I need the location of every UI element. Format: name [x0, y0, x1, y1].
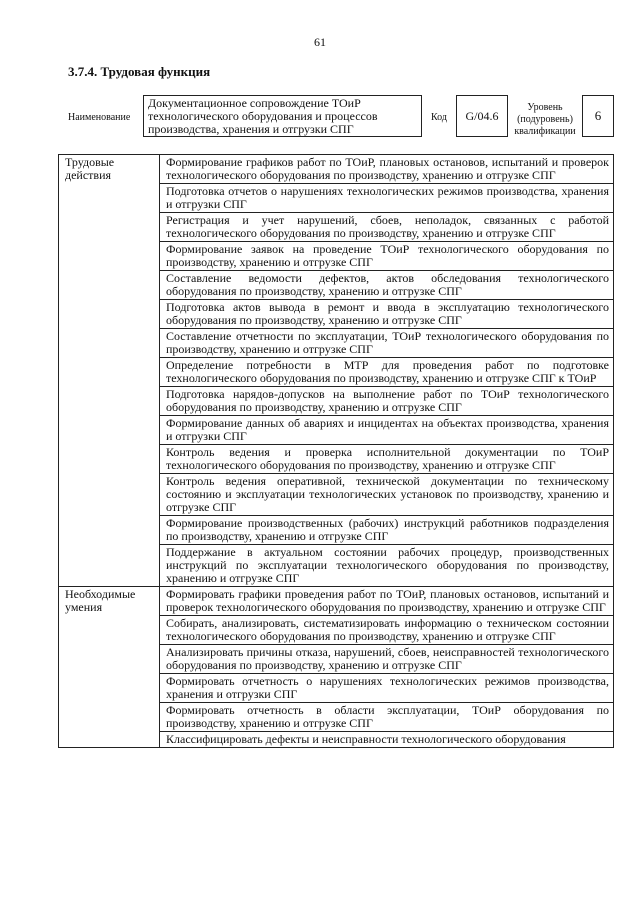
list-item: Классифицировать дефекты и неисправности технологического оборудования — [160, 732, 614, 748]
list-item: Формирование производственных (рабочих) инструкций работников подразделения по производству, хранению и отгрузке СПГ — [160, 516, 614, 545]
list-item: Подготовка отчетов о нарушениях технологических режимов производства, хранения и отгрузки СПГ — [160, 184, 614, 213]
list-item: Контроль ведения и проверка исполнительной документации по ТОиР технологического оборудования по производству, хранению и отгрузке СПГ — [160, 445, 614, 474]
list-item: Подготовка нарядов-допусков на выполнение работ по ТОиР технологического оборудования по производству, хранению и отгрузке СПГ — [160, 387, 614, 416]
list-item: Составление отчетности по эксплуатации, ТОиР технологического оборудования по производству, хранению и отгрузке СПГ — [160, 329, 614, 358]
group-title-labor-actions — [59, 155, 160, 587]
level-label — [512, 102, 578, 138]
list-item: Формирование графиков работ по ТОиР, плановых остановов, испытаний и проверок технологического оборудования по производству, хранению и отгрузке СПГ — [160, 155, 614, 184]
list-item: Формирование данных об авариях и инцидентах на объектах производства, хранения и отгрузки СПГ — [160, 416, 614, 445]
list-item: Определение потребности в МТР для проведения работ по подготовке технологического оборудования по производству, хранению и отгрузке СПГ к ТОиР — [160, 358, 614, 387]
list-item: Анализировать причины отказа, нарушений, сбоев, неисправностей технологического оборудования по производству, хранению и отгрузке СПГ — [160, 645, 614, 674]
functions-table — [58, 154, 614, 748]
list-item: Формирование заявок на проведение ТОиР технологического оборудования по производству, хранению и отгрузке СПГ — [160, 242, 614, 271]
list-item: Собирать, анализировать, систематизировать информацию о техническом состоянии технологического оборудования по производству, хранению и отгрузке СПГ — [160, 616, 614, 645]
list-item: Формировать отчетность о нарушениях технологических режимов производства, хранения и отгрузки СПГ — [160, 674, 614, 703]
table-row — [59, 155, 614, 184]
function-name-line: технологического оборудования и процессов — [148, 109, 378, 123]
group-title-line: Трудовые — [65, 155, 115, 169]
function-name-line: Документационное сопровождение ТОиР — [148, 96, 361, 110]
level-label-line: Уровень — [527, 102, 563, 113]
group-title-line: умения — [65, 600, 103, 614]
level-label-line: квалификации — [514, 126, 576, 137]
list-item: Формировать графики проведения работ по ТОиР, плановых остановов, испытаний и проверок технологического оборудования по производству, хранению и отгрузке СПГ — [160, 587, 614, 616]
function-name-box — [143, 95, 422, 137]
name-label: Наименование — [68, 112, 131, 123]
list-item: Составление ведомости дефектов, актов обследования технологического оборудования по производству, хранению и отгрузке СПГ — [160, 271, 614, 300]
function-name-line: производства, хранения и отгрузки СПГ — [148, 122, 354, 136]
table-row — [59, 587, 614, 616]
code-label: Код — [431, 112, 447, 123]
group-title-required-skills — [59, 587, 160, 748]
level-label-line: (подуровень) — [517, 114, 573, 125]
list-item: Формировать отчетность в области эксплуатации, ТОиР оборудования по производству, хранению и отгрузке СПГ — [160, 703, 614, 732]
list-item: Контроль ведения оперативной, технической документации по техническому состоянию и эксплуатации технологических установок по производству, хранению и отгрузке СПГ — [160, 474, 614, 516]
page-number: 61 — [314, 35, 326, 49]
group-title-line: Необходимые — [65, 587, 136, 601]
list-item: Поддержание в актуальном состоянии рабочих процедур, производственных инструкций по эксплуатации технологического оборудования по производству, хранению и отгрузке СПГ — [160, 545, 614, 587]
section-title: 3.7.4. Трудовая функция — [68, 64, 211, 79]
code-value: G/04.6 — [456, 95, 508, 137]
level-value: 6 — [582, 95, 614, 137]
group-title-line: действия — [65, 168, 112, 182]
list-item: Подготовка актов вывода в ремонт и ввода в эксплуатацию технологического оборудования по производству, хранению и отгрузке СПГ — [160, 300, 614, 329]
list-item: Регистрация и учет нарушений, сбоев, неполадок, связанных с работой технологического оборудования по производству, хранению и отгрузке СПГ — [160, 213, 614, 242]
